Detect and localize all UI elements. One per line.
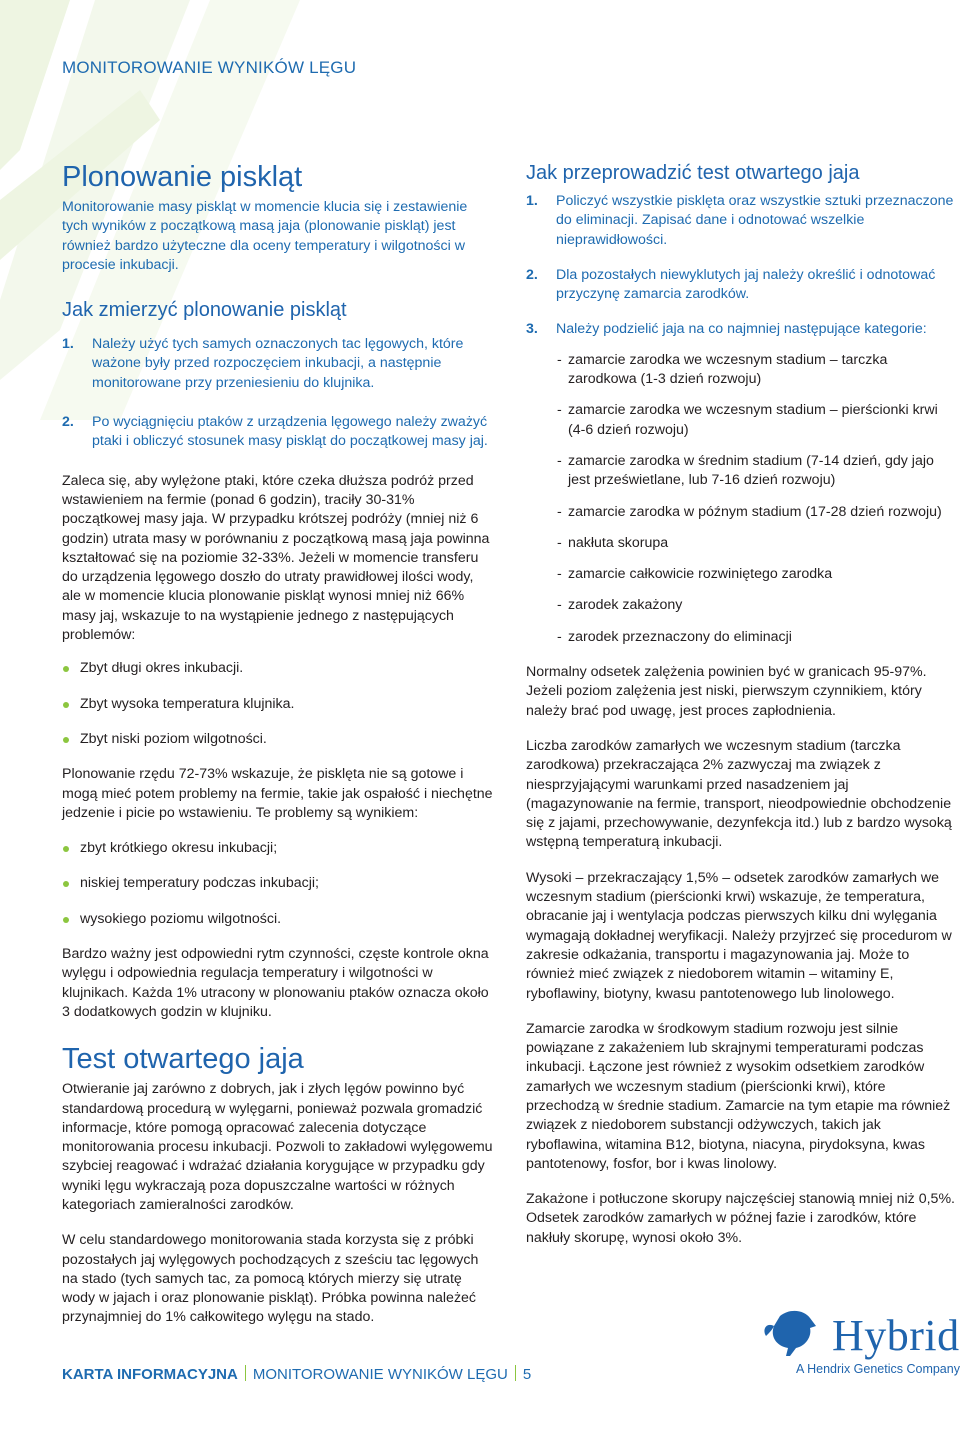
step-item: 3. Należy podzielić jaja na co najmniej następujące kategorie:	[526, 321, 927, 338]
list-item: - zamarcie zarodka we wczesnym stadium – pierścionki krwi (4-6 dzień rozwoju)	[557, 402, 938, 438]
list-item: - zarodek przeznaczony do eliminacji	[557, 628, 792, 645]
page-number: 5	[522, 1366, 532, 1383]
body-paragraph: Zakażone i potłuczone skorupy najczęściej stanowią mniej niż 0,5%. Odsetek zarodków zamarłych w późnej fazie i zarodków, które nakłuły skorupę, wynosi około 3%.	[526, 1191, 955, 1246]
list-item: - zamarcie zarodka w późnym stadium (17-28 dzień rozwoju)	[557, 503, 942, 520]
step-item: 2. Po wyciągnięciu ptaków z urządzenia lęgowego należy zważyć ptaki i obliczyć stosunek masy piskląt do początkowej masy jaj.	[62, 414, 488, 450]
problem-list	[62, 659, 494, 749]
list-item: Zbyt długi okres inkubacji.	[62, 659, 494, 678]
footer	[62, 1365, 531, 1383]
list-item: niskiej temperatury podczas inkubacji;	[62, 874, 494, 893]
bullet-icon	[63, 881, 69, 887]
body-paragraph: Liczba zarodków zamarłych we wczesnym stadium (tarczka zarodkowa) przekraczająca 2% zazwyczaj ma związek z niesprzyjającymi warunkami przed nasadzeniem jaj (magazynowanie na fermie, transport, nieodpowiednie obchodzenie się z jajami, przechowywanie, dezynfekcja itd.) lub z bardzo wysoką wstępną temperaturą inkubacji.	[526, 737, 952, 851]
category-list	[526, 351, 958, 647]
section-title-test: Test otwartego jaja	[62, 1043, 304, 1076]
section-title-plonowanie: Plonowanie piskląt	[62, 161, 303, 193]
body-paragraph: Plonowanie rzędu 72-73% wskazuje, że pisklęta nie są gotowe i mogą mieć potem problemy na fermie, takie jak ospałość i niechętne jedzenie i picie po wstawieniu. Te problemy są wynikiem:	[62, 766, 493, 821]
list-item: - zamarcie zarodka we wczesnym stadium – tarczka zarodkowa (1-3 dzień rozwoju)	[557, 351, 888, 388]
test-steps	[526, 192, 958, 340]
body-paragraph: Bardzo ważny jest odpowiedni rytm czynności, częste kontrole okna wylęgu i odpowiednia regulacja temperatury i wilgotności w klujnikach. Każda 1% utracony w plonowaniu ptaków oznacza około 3 dodatkowych godzin w klujniku.	[62, 946, 489, 1020]
list-item: Zbyt niski poziom wilgotności.	[62, 730, 494, 749]
turkey-icon	[760, 1308, 830, 1360]
left-column	[62, 160, 494, 1328]
list-item: - nakłuta skorupa	[557, 534, 669, 551]
subsection-title-test-howto: Jak przeprowadzić test otwartego jaja	[526, 162, 860, 184]
hybrid-logo	[760, 1308, 960, 1388]
step-item: 2. Dla pozostałych niewyklutych jaj należy określić i odnotować przyczynę zamarcia zarodków.	[526, 266, 936, 303]
body-paragraph: Wysoki – przekraczający 1,5% – odsetek zarodków zamarłych we wczesnym stadium (pierścionki krwi) wskazuje, że temperatura, obracanie jaj i wentylacja podczas pierwszych kilku dni wylęgania wymagają dokładnej weryfikacji. Należy przyjrzeć się procedurom w zakresie odkażania, transportu i magazynowania jaj. Może to również mieć związek z niedoborem witamin – witaminy E, ryboflawiny, biotyny, kwasu pantotenowego lub linolowego.	[526, 869, 952, 1002]
footer-divider	[245, 1365, 246, 1381]
measure-steps	[62, 335, 494, 451]
bullet-icon	[63, 666, 69, 672]
list-item: - zarodek zakażony	[557, 597, 683, 614]
step-item: 1. Należy użyć tych samych oznaczonych tac lęgowych, które ważone były przed rozpoczęciem inkubacji, a następnie monitorowane przy przeniesieniu do klujnika.	[62, 336, 464, 391]
logo-wordmark: Hybrid	[832, 1311, 960, 1360]
cause-list	[62, 839, 494, 929]
body-paragraph: Zaleca się, aby wylężone ptaki, które czeka dłuższa podróż przed wstawieniem na fermie (ponad 6 godzin), traciły 30-31% początkowej masy jaja. W przypadku krótszej podróży (mniej niż 6 godzin) utrata masy w porównaniu z początkową masą jaja powinna kształtować się na poziomie 32-33%. Jeżeli w momencie transferu do urządzenia lęgowego doszło do utraty prawidłowej ilości wody, ale w momencie klucia plonowanie piskląt wynosi mniej niż 66% masy jaj, wskazuje to na wystąpienie jednego z następujących problemów:	[62, 472, 490, 644]
logo-tagline: A Hendrix Genetics Company	[796, 1362, 960, 1376]
body-paragraph: Normalny odsetek zalężenia powinien być w granicach 95-97%. Jeżeli poziom zalężenia jest niski, pierwszym czynnikiem, który należy brać pod uwagę, jest proces zapłodnienia.	[526, 664, 927, 719]
intro-paragraph: Monitorowanie masy piskląt w momencie klucia się i zestawienie tych wyników z początkową masą jaja (plonowanie piskląt) jest również bardzo użyteczne dla oceny temperatury i wilgotności w procesie inkubacji.	[62, 199, 468, 273]
bullet-icon	[63, 702, 69, 708]
body-paragraph: Otwieranie jaj zarówno z dobrych, jak i złych lęgów powinno być standardową procedurą w wylęgarni, ponieważ pozwala gromadzić informacje, które pomogą opracować zalecenia dotyczące monitorowania procesu inkubacji. Pozwoli to zakładowi wylęgowemu szybciej reagować i wdrażać działania korygujące w przypadku gdy wyniki lęgu wykraczają poza dopuszczalne wartości w różnych kategoriach zamieralności zarodków.	[62, 1081, 493, 1213]
list-item: zbyt krótkiego okresu inkubacji;	[62, 839, 494, 858]
bullet-icon	[63, 846, 69, 852]
bullet-icon	[63, 737, 69, 743]
footer-divider	[515, 1365, 516, 1381]
list-item: - zamarcie zarodka w średnim stadium (7-14 dzień, gdy jajo jest prześwietlane, lub 7-16 dzień rozwoju)	[557, 452, 934, 489]
list-item: wysokiego poziomu wilgotności.	[62, 910, 494, 929]
header-title: MONITOROWANIE WYNIKÓW LĘGU	[62, 58, 357, 77]
body-paragraph: Zamarcie zarodka w środkowym stadium rozwoju jest silnie powiązane z zakażeniem lub skrajnymi temperaturami podczas inkubacji. Łączone jest również z wysokim odsetkiem zarodków zamarłych we wczesnym stadium (pierścionki krwi), które przechodzą w średnie stadium. Zamarcie na tym etapie ma również związek z niedoborem substancji odżywczych, takich jak ryboflawina, witamina B12, biotyna, niacyna, pirydoksyna, kwas pantotenowy, fosfor, bor i kwas linolowy.	[526, 1020, 951, 1172]
list-item: Zbyt wysoka temperatura klujnika.	[62, 695, 494, 714]
right-column	[526, 160, 958, 1248]
footer-section: MONITOROWANIE WYNIKÓW LĘGU	[252, 1366, 508, 1383]
bullet-icon	[63, 917, 69, 923]
footer-doc-type: KARTA INFORMACYJNA	[62, 1366, 238, 1383]
list-item: - zamarcie całkowicie rozwiniętego zarodka	[557, 566, 833, 583]
step-item: 1. Policzyć wszystkie pisklęta oraz wszystkie sztuki przeznaczone do eliminacji. Zapisać dane i odnotować wszelkie nieprawidłowości.	[526, 193, 954, 248]
subsection-title-measure: Jak zmierzyć plonowanie piskląt	[62, 299, 347, 322]
body-paragraph: W celu standardowego monitorowania stada korzysta się z próbki pozostałych jaj wylęgowych pochodzących z sześciu tac lęgowych na stado (tych samych tac, za pomocą których mierzy się utratę wody w jajach i oraz plonowanie piskląt). Próbka powinna należeć przynajmniej do 1% całkowitego wylęgu na stado.	[62, 1232, 479, 1326]
